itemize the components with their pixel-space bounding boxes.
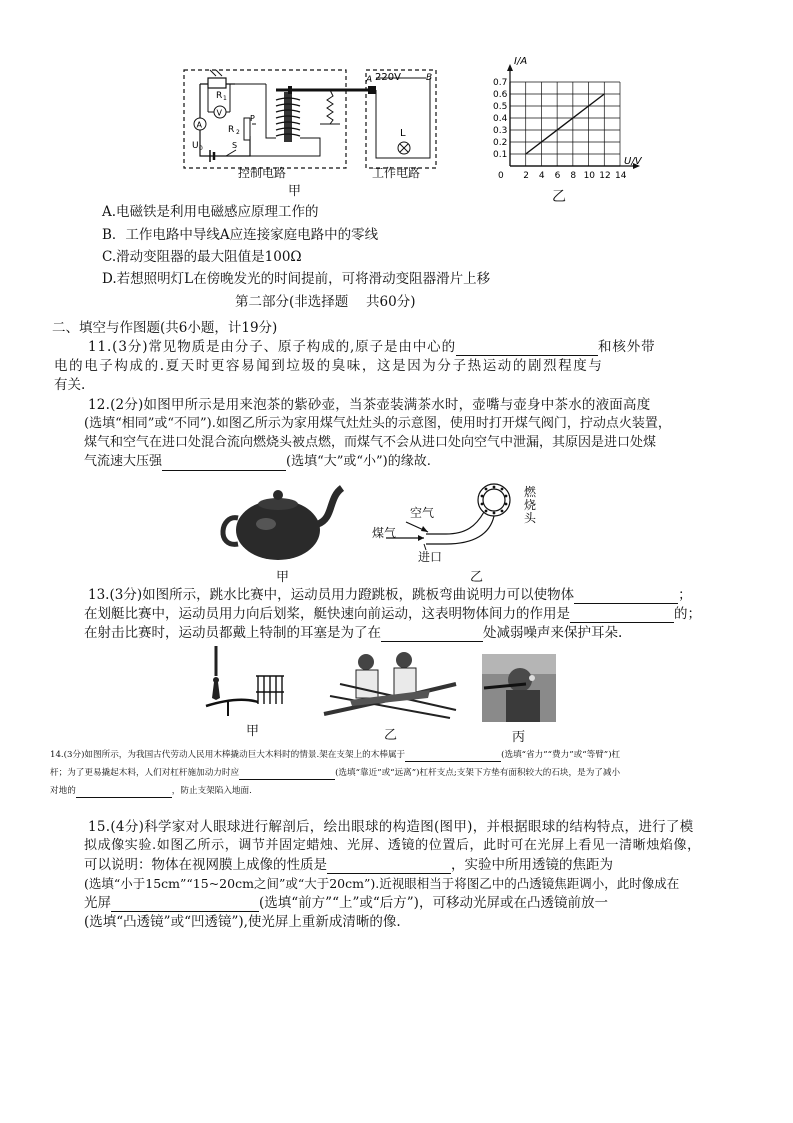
q13-line3a: 在射击比赛时，运动员都戴上特制的耳塞是为了在	[84, 625, 381, 641]
q14-blank-3[interactable]	[76, 787, 172, 798]
q11-line3: 有关.	[54, 377, 86, 393]
q14-line3a: 对地的	[50, 786, 76, 796]
q13-line1b: ；	[678, 587, 692, 603]
x-tick-label: 8	[570, 171, 577, 181]
shooting-figure	[482, 654, 556, 722]
y-tick-label: 0.7	[493, 78, 508, 88]
svg-text:220V: 220V	[375, 72, 401, 83]
q15-line5b: (选填“前方”“上”或“后方”)，可移动光屏或在凸透镜前放一	[259, 895, 608, 911]
svg-text:2: 2	[236, 129, 240, 136]
q14-line1a: 14.(3分)如图所示，为我国古代劳动人民用木棒撬动巨大木料时的情景.架在支架上的木棒属于	[50, 750, 406, 760]
question-15	[84, 818, 778, 938]
origin-label: 0	[498, 171, 504, 181]
q14-line2a: 杆；为了更易撬起木料，人们对杠杆施加动力时应	[50, 768, 240, 778]
part2-title: 第二部分(非选择题 共60分)	[235, 294, 416, 310]
stove-air-label: 空气	[410, 506, 435, 520]
figure-yi-label: 乙	[552, 189, 566, 205]
control-circuit-label: 控制电路	[238, 166, 287, 180]
svg-text:A: A	[366, 75, 373, 85]
q12-line2: (选填“相同”或“不同”).如图乙所示为家用煤气灶灶头的示意图，使用时打开煤气阀门，拧动点火装置，	[84, 416, 671, 431]
x-tick-label: 4	[538, 171, 545, 181]
y-tick-label: 0.2	[493, 138, 508, 148]
q15-line6: (选填“凸透镜”或“凹透镜”),使光屏上重新成清晰的像.	[84, 914, 401, 930]
svg-text:L: L	[400, 128, 406, 139]
iu-series-line	[526, 94, 605, 154]
q13-line1a: 13.(3分)如图所示，跳水比赛中，运动员用力蹬跳板，跳板弯曲说明力可以使物体	[88, 587, 575, 603]
q11-blank-1[interactable]	[456, 341, 598, 356]
svg-text:0: 0	[199, 145, 203, 152]
q15-blank-2[interactable]	[111, 897, 259, 912]
svg-text:A: A	[196, 120, 202, 130]
q15-line2: 拟成像实验.如图乙所示，调节并固定蜡烛、光屏、透镜的位置后，此时可在光屏上看见一清晰烛焰像，	[84, 838, 701, 853]
figure-jia-label: 甲	[288, 184, 302, 199]
r1-resistor	[208, 78, 226, 88]
x-tick-label: 14	[615, 171, 627, 181]
svg-text:B: B	[426, 73, 433, 83]
stove-gas-label: 煤气	[372, 526, 397, 540]
q15-blank-1[interactable]	[327, 859, 451, 874]
q14-blank-2[interactable]	[239, 769, 335, 780]
q11-line1a: 11.(3分)常见物质是由分子、原子构成的,原子是由中心的	[88, 339, 456, 355]
question-11	[54, 338, 768, 398]
q13-caption-yi: 乙	[384, 728, 398, 743]
q13-caption-jia: 甲	[246, 724, 260, 739]
svg-text:R: R	[216, 91, 223, 101]
q12-caption-yi: 乙	[470, 570, 484, 585]
y-tick-label: 0.5	[493, 102, 508, 112]
work-circuit-label: 工作电路	[372, 166, 421, 180]
q12-line3: 煤气和空气在进口处混合流向燃烧头被点燃，而煤气不会从进口处向空气中泄漏，其原因是进口处煤	[84, 435, 657, 450]
option-a: A.电磁铁是利用电磁感应原理工作的	[102, 204, 319, 220]
svg-text:1: 1	[223, 95, 227, 102]
q13-line2b: 的；	[674, 606, 701, 622]
svg-text:S: S	[232, 141, 238, 150]
x-tick-label: 12	[599, 171, 611, 181]
x-axis-label: U/V	[624, 156, 642, 167]
q11-line2: 电的电子构成的.夏天时更容易闻到垃圾的臭味，这是因为分子热运动的剧烈程度与	[54, 358, 604, 374]
stove-burner-label: 燃烧头	[524, 485, 537, 525]
question-13	[84, 586, 778, 648]
q13-line2a: 在划艇比赛中，运动员用力向后划桨，艇快速向前运动，这表明物体间力的作用是	[84, 606, 570, 622]
q12-line1: 12.(2分)如图甲所示是用来泡茶的紫砂壶，当茶壶装满茶水时，壶嘴与壶身中茶水的液面高度	[88, 397, 651, 413]
q12-line4a: 气流速大压强	[84, 454, 163, 469]
svg-text:V: V	[216, 108, 222, 118]
q12-line4b: (选填“大”或“小”)的缘故.	[286, 454, 431, 469]
option-c: C.滑动变阻器的最大阻值是100Ω	[102, 249, 302, 265]
question-14	[50, 748, 770, 800]
option-d: D.若想照明灯L在傍晚发光的时间提前，可将滑动变阻器滑片上移	[102, 271, 491, 287]
svg-text:R: R	[228, 125, 235, 135]
q13-caption-bing: 丙	[512, 730, 526, 745]
q14-line1b: (选填“省力”“费力”或“等臂”)杠	[501, 750, 621, 760]
y-tick-label: 0.1	[493, 150, 508, 160]
option-b: B．工作电路中导线A应连接家庭电路中的零线	[102, 227, 379, 243]
q12-caption-jia: 甲	[276, 570, 290, 585]
iu-graph	[480, 54, 650, 204]
y-tick-label: 0.4	[493, 114, 508, 124]
q14-line2b: (选填“靠近”或“远离”)杠杆支点;支架下方垫有面积较大的石块，是为了减小	[335, 768, 621, 778]
q13-line3b: 处减弱噪声来保护耳朵.	[483, 625, 623, 641]
rowing-figure	[320, 640, 460, 726]
q11-line1b: 和核外带	[597, 339, 656, 355]
section2-title: 二、填空与作图题(共6小题，计19分)	[52, 320, 278, 336]
y-axis-label: I/A	[514, 56, 528, 67]
x-tick-label: 10	[583, 171, 596, 181]
svg-text:U: U	[192, 141, 199, 151]
q13-blank-1[interactable]	[574, 589, 678, 604]
x-tick-label: 2	[523, 171, 529, 181]
y-axis-arrow	[507, 64, 513, 71]
q14-blank-1[interactable]	[405, 751, 501, 762]
x-tick-label: 6	[554, 171, 561, 181]
q12-blank-1[interactable]	[162, 456, 286, 471]
diving-figure	[198, 646, 298, 722]
q15-line5a: 光屏	[84, 895, 111, 911]
stove-inlet-label: 进口	[418, 550, 443, 564]
q15-line3a: 可以说明：物体在视网膜上成像的性质是	[84, 857, 327, 873]
y-tick-label: 0.3	[493, 126, 508, 136]
q14-line3b: ，防止支架陷入地面.	[171, 786, 252, 796]
q15-line1: 15.(4分)科学家对人眼球进行解剖后，绘出眼球的构造图(图甲)，并根据眼球的结构特点，进行了模	[88, 819, 694, 835]
svg-text:P: P	[250, 114, 255, 123]
q15-line4: (选填“小于15cm”“15~20cm之间”或“大于20cm”).近视眼相当于将图乙中的凸透镜焦距调小，此时像成在	[84, 876, 680, 891]
q15-line3b: ，实验中所用透镜的焦距为	[451, 857, 613, 873]
teapot-figure	[218, 478, 348, 568]
q13-blank-2[interactable]	[570, 608, 674, 623]
question-12	[84, 396, 768, 476]
y-tick-label: 0.6	[493, 90, 508, 100]
